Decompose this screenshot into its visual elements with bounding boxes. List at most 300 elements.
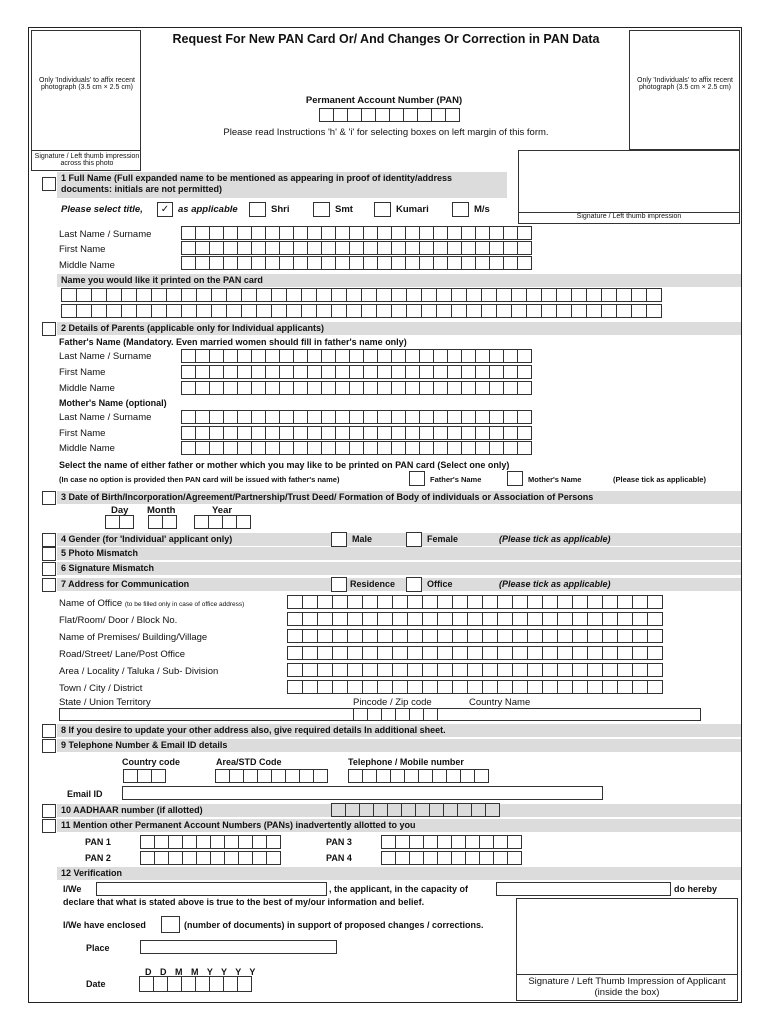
character-box[interactable] (106, 304, 122, 318)
character-box[interactable] (461, 226, 476, 240)
character-box[interactable] (511, 288, 527, 302)
character-box[interactable] (466, 304, 482, 318)
character-box[interactable] (316, 288, 332, 302)
character-box[interactable] (475, 426, 490, 440)
character-box[interactable] (349, 226, 364, 240)
character-box[interactable] (517, 241, 532, 255)
character-box[interactable] (475, 381, 490, 395)
character-box[interactable] (542, 680, 558, 694)
character-box[interactable] (265, 426, 280, 440)
character-box[interactable] (436, 304, 452, 318)
character-box[interactable] (335, 349, 350, 363)
character-box[interactable] (451, 835, 466, 849)
character-box[interactable] (121, 304, 137, 318)
character-box[interactable] (251, 349, 266, 363)
character-box[interactable] (265, 241, 280, 255)
office-name-grid[interactable] (287, 595, 662, 609)
character-box[interactable] (377, 646, 393, 660)
character-box[interactable] (527, 646, 543, 660)
character-box[interactable] (572, 612, 588, 626)
character-box[interactable] (475, 410, 490, 424)
character-box[interactable] (451, 288, 467, 302)
character-box[interactable] (181, 410, 196, 424)
character-box[interactable] (335, 241, 350, 255)
character-box[interactable] (271, 304, 287, 318)
character-box[interactable] (363, 241, 378, 255)
character-box[interactable] (359, 803, 374, 817)
character-box[interactable] (76, 304, 92, 318)
applicant-signature-box[interactable] (516, 898, 738, 1001)
title-shri-checkbox[interactable] (249, 202, 266, 217)
character-box[interactable] (405, 241, 420, 255)
character-box[interactable] (377, 365, 392, 379)
character-box[interactable] (451, 304, 467, 318)
character-box[interactable] (136, 304, 152, 318)
character-box[interactable] (475, 226, 490, 240)
character-box[interactable] (279, 226, 294, 240)
character-box[interactable] (422, 629, 438, 643)
character-box[interactable] (321, 410, 336, 424)
character-box[interactable] (572, 629, 588, 643)
character-box[interactable] (452, 629, 468, 643)
character-box[interactable] (229, 769, 244, 783)
character-box[interactable] (106, 288, 122, 302)
character-box[interactable] (105, 515, 120, 529)
character-box[interactable] (437, 629, 453, 643)
character-box[interactable] (617, 663, 633, 677)
character-box[interactable] (602, 646, 618, 660)
character-box[interactable] (586, 304, 602, 318)
character-box[interactable] (617, 612, 633, 626)
character-box[interactable] (251, 256, 266, 270)
character-box[interactable] (223, 241, 238, 255)
character-box[interactable] (317, 646, 333, 660)
character-box[interactable] (417, 108, 432, 122)
character-box[interactable] (572, 680, 588, 694)
character-box[interactable] (251, 226, 266, 240)
character-box[interactable] (348, 769, 363, 783)
character-box[interactable] (503, 426, 518, 440)
character-box[interactable] (437, 612, 453, 626)
character-box[interactable] (195, 441, 210, 455)
section-4-checkbox[interactable] (42, 533, 56, 547)
character-box[interactable] (251, 241, 266, 255)
character-box[interactable] (381, 708, 396, 721)
character-box[interactable] (319, 108, 334, 122)
character-box[interactable] (256, 304, 272, 318)
character-box[interactable] (437, 646, 453, 660)
section-5-checkbox[interactable] (42, 547, 56, 561)
character-box[interactable] (409, 708, 424, 721)
character-box[interactable] (279, 426, 294, 440)
character-box[interactable] (391, 288, 407, 302)
character-box[interactable] (403, 108, 418, 122)
character-box[interactable] (517, 226, 532, 240)
character-box[interactable] (481, 304, 497, 318)
character-box[interactable] (602, 612, 618, 626)
pan4-grid[interactable] (381, 851, 521, 865)
character-box[interactable] (302, 680, 318, 694)
character-box[interactable] (301, 288, 317, 302)
character-box[interactable] (279, 441, 294, 455)
character-box[interactable] (437, 595, 453, 609)
character-box[interactable] (405, 256, 420, 270)
character-box[interactable] (286, 288, 302, 302)
character-box[interactable] (293, 381, 308, 395)
character-box[interactable] (572, 663, 588, 677)
flat-grid[interactable] (287, 612, 662, 626)
character-box[interactable] (407, 629, 423, 643)
character-box[interactable] (266, 851, 281, 865)
character-box[interactable] (293, 241, 308, 255)
character-box[interactable] (437, 680, 453, 694)
character-box[interactable] (617, 595, 633, 609)
character-box[interactable] (602, 595, 618, 609)
character-box[interactable] (279, 410, 294, 424)
character-box[interactable] (587, 680, 603, 694)
character-box[interactable] (527, 629, 543, 643)
character-box[interactable] (362, 629, 378, 643)
character-box[interactable] (647, 612, 663, 626)
character-box[interactable] (195, 349, 210, 363)
character-box[interactable] (307, 441, 322, 455)
character-box[interactable] (181, 256, 196, 270)
character-box[interactable] (91, 304, 107, 318)
character-box[interactable] (452, 663, 468, 677)
character-box[interactable] (631, 288, 647, 302)
character-box[interactable] (168, 851, 183, 865)
character-box[interactable] (362, 612, 378, 626)
character-box[interactable] (208, 515, 223, 529)
character-box[interactable] (601, 288, 617, 302)
applicant-name-field[interactable] (96, 882, 327, 896)
character-box[interactable] (391, 441, 406, 455)
character-box[interactable] (307, 226, 322, 240)
character-box[interactable] (390, 769, 405, 783)
character-box[interactable] (271, 288, 287, 302)
character-box[interactable] (542, 629, 558, 643)
character-box[interactable] (571, 304, 587, 318)
character-box[interactable] (346, 304, 362, 318)
character-box[interactable] (377, 426, 392, 440)
character-box[interactable] (405, 410, 420, 424)
character-box[interactable] (223, 256, 238, 270)
character-box[interactable] (632, 646, 648, 660)
character-box[interactable] (332, 680, 348, 694)
character-box[interactable] (347, 663, 363, 677)
character-box[interactable] (447, 226, 462, 240)
character-box[interactable] (237, 256, 252, 270)
character-box[interactable] (507, 835, 522, 849)
character-box[interactable] (302, 646, 318, 660)
character-box[interactable] (287, 595, 303, 609)
character-box[interactable] (317, 680, 333, 694)
character-box[interactable] (392, 612, 408, 626)
character-box[interactable] (527, 663, 543, 677)
character-box[interactable] (404, 769, 419, 783)
character-box[interactable] (139, 976, 154, 992)
character-box[interactable] (431, 108, 446, 122)
character-box[interactable] (517, 410, 532, 424)
father-name-checkbox[interactable] (409, 471, 425, 486)
character-box[interactable] (422, 595, 438, 609)
character-box[interactable] (646, 304, 662, 318)
character-box[interactable] (333, 108, 348, 122)
character-box[interactable] (377, 441, 392, 455)
character-box[interactable] (299, 769, 314, 783)
dob-year-grid[interactable] (194, 515, 250, 529)
character-box[interactable] (517, 441, 532, 455)
character-box[interactable] (482, 646, 498, 660)
character-box[interactable] (395, 835, 410, 849)
s1-first-grid[interactable] (181, 241, 531, 255)
character-box[interactable] (557, 646, 573, 660)
character-box[interactable] (252, 835, 267, 849)
character-box[interactable] (407, 646, 423, 660)
character-box[interactable] (307, 349, 322, 363)
character-box[interactable] (461, 365, 476, 379)
character-box[interactable] (210, 851, 225, 865)
character-box[interactable] (335, 256, 350, 270)
character-box[interactable] (451, 851, 466, 865)
printed-name-grid-2[interactable] (61, 304, 661, 318)
character-box[interactable] (391, 241, 406, 255)
character-box[interactable] (489, 226, 504, 240)
character-box[interactable] (335, 426, 350, 440)
character-box[interactable] (517, 349, 532, 363)
mother-name-checkbox[interactable] (507, 471, 523, 486)
character-box[interactable] (391, 226, 406, 240)
character-box[interactable] (409, 851, 424, 865)
character-box[interactable] (331, 803, 346, 817)
character-box[interactable] (381, 851, 396, 865)
character-box[interactable] (335, 365, 350, 379)
character-box[interactable] (527, 595, 543, 609)
character-box[interactable] (433, 241, 448, 255)
character-box[interactable] (223, 976, 238, 992)
character-box[interactable] (222, 515, 237, 529)
character-box[interactable] (362, 595, 378, 609)
s1-last-grid[interactable] (181, 226, 531, 240)
character-box[interactable] (437, 851, 452, 865)
character-box[interactable] (418, 769, 433, 783)
character-box[interactable] (224, 835, 239, 849)
character-box[interactable] (335, 381, 350, 395)
character-box[interactable] (195, 226, 210, 240)
character-box[interactable] (377, 256, 392, 270)
character-box[interactable] (526, 304, 542, 318)
character-box[interactable] (215, 769, 230, 783)
character-box[interactable] (363, 426, 378, 440)
character-box[interactable] (209, 241, 224, 255)
character-box[interactable] (345, 803, 360, 817)
character-box[interactable] (406, 304, 422, 318)
character-box[interactable] (363, 349, 378, 363)
character-box[interactable] (237, 441, 252, 455)
character-box[interactable] (209, 441, 224, 455)
character-box[interactable] (489, 241, 504, 255)
character-box[interactable] (363, 365, 378, 379)
character-box[interactable] (373, 803, 388, 817)
character-box[interactable] (517, 256, 532, 270)
title-kumari-checkbox[interactable] (374, 202, 391, 217)
character-box[interactable] (265, 410, 280, 424)
character-box[interactable] (457, 803, 472, 817)
character-box[interactable] (251, 441, 266, 455)
character-box[interactable] (377, 663, 393, 677)
character-box[interactable] (196, 835, 211, 849)
character-box[interactable] (407, 595, 423, 609)
character-box[interactable] (307, 365, 322, 379)
character-box[interactable] (405, 226, 420, 240)
character-box[interactable] (237, 241, 252, 255)
character-box[interactable] (154, 835, 169, 849)
character-box[interactable] (632, 595, 648, 609)
character-box[interactable] (195, 241, 210, 255)
character-box[interactable] (347, 595, 363, 609)
character-box[interactable] (362, 646, 378, 660)
character-box[interactable] (493, 835, 508, 849)
character-box[interactable] (419, 349, 434, 363)
character-box[interactable] (353, 708, 368, 721)
character-box[interactable] (119, 515, 134, 529)
character-box[interactable] (321, 381, 336, 395)
office-checkbox[interactable] (406, 577, 422, 592)
character-box[interactable] (331, 304, 347, 318)
character-box[interactable] (302, 629, 318, 643)
character-box[interactable] (302, 663, 318, 677)
pan2-grid[interactable] (140, 851, 280, 865)
character-box[interactable] (461, 426, 476, 440)
character-box[interactable] (376, 288, 392, 302)
character-box[interactable] (647, 646, 663, 660)
character-box[interactable] (467, 680, 483, 694)
character-box[interactable] (361, 288, 377, 302)
area-grid[interactable] (287, 663, 662, 677)
character-box[interactable] (452, 680, 468, 694)
character-box[interactable] (517, 365, 532, 379)
character-box[interactable] (482, 629, 498, 643)
character-box[interactable] (479, 835, 494, 849)
character-box[interactable] (307, 410, 322, 424)
character-box[interactable] (602, 663, 618, 677)
character-box[interactable] (293, 426, 308, 440)
character-box[interactable] (572, 646, 588, 660)
character-box[interactable] (447, 410, 462, 424)
character-box[interactable] (302, 595, 318, 609)
character-box[interactable] (572, 595, 588, 609)
character-box[interactable] (237, 226, 252, 240)
character-box[interactable] (447, 256, 462, 270)
pan-grid[interactable] (319, 108, 459, 122)
character-box[interactable] (436, 288, 452, 302)
character-box[interactable] (279, 256, 294, 270)
character-box[interactable] (542, 595, 558, 609)
character-box[interactable] (317, 612, 333, 626)
character-box[interactable] (349, 365, 364, 379)
character-box[interactable] (496, 288, 512, 302)
character-box[interactable] (377, 226, 392, 240)
character-box[interactable] (461, 381, 476, 395)
character-box[interactable] (632, 680, 648, 694)
character-box[interactable] (321, 349, 336, 363)
character-box[interactable] (349, 410, 364, 424)
character-box[interactable] (616, 304, 632, 318)
character-box[interactable] (512, 629, 528, 643)
character-box[interactable] (465, 851, 480, 865)
date-grid[interactable] (139, 976, 251, 992)
character-box[interactable] (307, 381, 322, 395)
character-box[interactable] (265, 381, 280, 395)
character-box[interactable] (381, 835, 396, 849)
character-box[interactable] (405, 381, 420, 395)
character-box[interactable] (512, 680, 528, 694)
character-box[interactable] (601, 304, 617, 318)
character-box[interactable] (237, 426, 252, 440)
character-box[interactable] (467, 646, 483, 660)
character-box[interactable] (461, 410, 476, 424)
character-box[interactable] (395, 851, 410, 865)
character-box[interactable] (196, 304, 212, 318)
character-box[interactable] (362, 769, 377, 783)
character-box[interactable] (210, 835, 225, 849)
character-box[interactable] (503, 365, 518, 379)
character-box[interactable] (363, 441, 378, 455)
character-box[interactable] (461, 441, 476, 455)
character-box[interactable] (503, 241, 518, 255)
character-box[interactable] (347, 612, 363, 626)
character-box[interactable] (209, 365, 224, 379)
character-box[interactable] (287, 663, 303, 677)
character-box[interactable] (209, 381, 224, 395)
country-code-grid[interactable] (123, 769, 165, 783)
character-box[interactable] (407, 680, 423, 694)
character-box[interactable] (285, 769, 300, 783)
character-box[interactable] (347, 646, 363, 660)
character-box[interactable] (237, 381, 252, 395)
character-box[interactable] (485, 803, 500, 817)
character-box[interactable] (287, 680, 303, 694)
character-box[interactable] (541, 304, 557, 318)
character-box[interactable] (433, 226, 448, 240)
character-box[interactable] (321, 365, 336, 379)
character-box[interactable] (517, 381, 532, 395)
std-code-grid[interactable] (215, 769, 327, 783)
character-box[interactable] (489, 381, 504, 395)
character-box[interactable] (497, 680, 513, 694)
character-box[interactable] (482, 612, 498, 626)
character-box[interactable] (571, 288, 587, 302)
character-box[interactable] (423, 851, 438, 865)
character-box[interactable] (181, 304, 197, 318)
character-box[interactable] (422, 680, 438, 694)
character-box[interactable] (151, 304, 167, 318)
residence-checkbox[interactable] (331, 577, 347, 592)
character-box[interactable] (195, 381, 210, 395)
pan1-grid[interactable] (140, 835, 280, 849)
title-ms-checkbox[interactable] (452, 202, 469, 217)
character-box[interactable] (349, 381, 364, 395)
character-box[interactable] (503, 256, 518, 270)
character-box[interactable] (223, 349, 238, 363)
character-box[interactable] (422, 612, 438, 626)
character-box[interactable] (349, 241, 364, 255)
dob-day-grid[interactable] (105, 515, 133, 529)
character-box[interactable] (475, 365, 490, 379)
character-box[interactable] (209, 976, 224, 992)
character-box[interactable] (489, 410, 504, 424)
character-box[interactable] (307, 256, 322, 270)
